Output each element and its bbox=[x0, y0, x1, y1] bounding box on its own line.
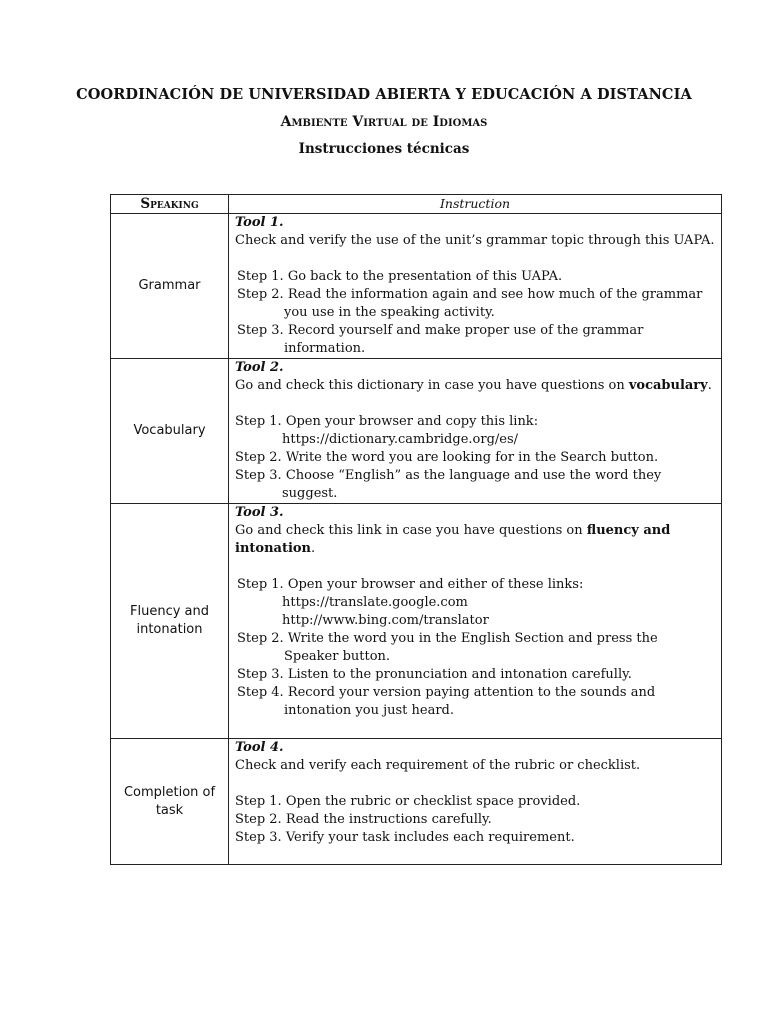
intro-keyword: vocabulary bbox=[628, 378, 708, 393]
table-row bbox=[111, 214, 722, 359]
step-item: Step 3. Listen to the pronunciation and intonation carefully. bbox=[237, 667, 632, 682]
row-label-grammar: Grammar bbox=[111, 214, 229, 359]
tool-intro: Check and verify each requirement of the rubric or checklist. bbox=[235, 758, 641, 773]
tool-label: Tool 4. bbox=[235, 740, 284, 755]
tool-label: Tool 3. bbox=[235, 505, 284, 520]
row-instructions bbox=[229, 739, 722, 865]
document-title: COORDINACIÓN DE UNIVERSIDAD ABIERTA Y EDUCACIÓN A DISTANCIA bbox=[76, 86, 692, 103]
tool-intro bbox=[235, 377, 715, 395]
step-item: Step 3. Verify your task includes each requirement. bbox=[235, 830, 575, 845]
row-instructions bbox=[229, 359, 722, 504]
table-row bbox=[111, 739, 722, 865]
intro-keyword: fluency and intonation bbox=[235, 523, 671, 556]
step-item: Step 1. Go back to the presentation of this UAPA. bbox=[237, 269, 563, 284]
intro-text: Go and check this link in case you have questions on bbox=[235, 523, 587, 538]
link-text: http://www.bing.com/translator bbox=[282, 613, 489, 628]
row-label-fluency: Fluency and intonation bbox=[111, 504, 229, 739]
step-item: Step 4. Record your version paying attention to the sounds and intonation you just heard. bbox=[237, 685, 656, 718]
intro-punct: . bbox=[311, 541, 316, 556]
step-item: Step 2. Read the information again and see how much of the grammar you use in the speaking activity. bbox=[237, 287, 703, 320]
intro-punct: . bbox=[707, 378, 712, 393]
link-text: https://dictionary.cambridge.org/es/ bbox=[282, 432, 519, 447]
row-instructions bbox=[229, 504, 722, 739]
tool-intro bbox=[235, 522, 715, 558]
table-row bbox=[111, 359, 722, 504]
document-subtitle: Ambiente Virtual de Idiomas bbox=[280, 114, 488, 130]
step-item: Step 1. Open the rubric or checklist space provided. bbox=[235, 794, 581, 809]
link-text: https://translate.google.com bbox=[282, 595, 468, 610]
row-label-vocabulary: Vocabulary bbox=[111, 359, 229, 504]
tool-intro: Check and verify the use of the unit’s grammar topic through this UAPA. bbox=[235, 233, 715, 248]
column-header-speaking: Speaking bbox=[111, 195, 229, 214]
step-item: Step 1. Open your browser and either of these links: bbox=[237, 577, 584, 592]
step-item: Step 2. Read the instructions carefully. bbox=[235, 812, 492, 827]
instructions-table bbox=[110, 194, 722, 865]
intro-text: Go and check this dictionary in case you have questions on bbox=[235, 378, 629, 393]
step-item: Step 3. Record yourself and make proper use of the grammar information. bbox=[237, 323, 644, 356]
step-item: Step 2. Write the word you in the English Section and press the Speaker button. bbox=[237, 631, 658, 664]
step-item: Step 2. Write the word you are looking for in the Search button. bbox=[235, 450, 659, 465]
tool-label: Tool 2. bbox=[235, 360, 284, 375]
section-title: Instrucciones técnicas bbox=[298, 141, 470, 157]
step-item: Step 3. Choose “English” as the language and use the word they suggest. bbox=[235, 468, 662, 501]
row-label-completion: Completion of task bbox=[111, 739, 229, 865]
tool-label: Tool 1. bbox=[235, 215, 284, 230]
column-header-instruction: Instruction bbox=[229, 195, 722, 214]
step-item: Step 1. Open your browser and copy this link: bbox=[235, 414, 539, 429]
row-instructions bbox=[229, 214, 722, 359]
table-header-row bbox=[111, 195, 722, 214]
table-row bbox=[111, 504, 722, 739]
